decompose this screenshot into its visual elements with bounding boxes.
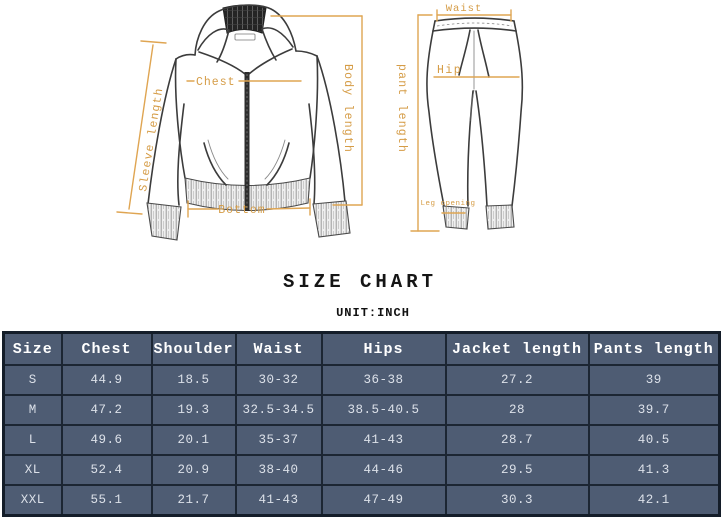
col-header-pants-length: Pants length: [589, 333, 720, 366]
value-cell: 49.6: [62, 425, 152, 455]
value-cell: 30-32: [236, 365, 322, 395]
col-header-chest: Chest: [62, 333, 152, 366]
value-cell: 19.3: [152, 395, 236, 425]
value-cell: 35-37: [236, 425, 322, 455]
pant-length-label: pant length: [395, 64, 408, 154]
waist-label: Waist: [445, 3, 483, 15]
col-header-size: Size: [4, 333, 62, 366]
value-cell: 20.1: [152, 425, 236, 455]
right-pocket: [267, 143, 289, 185]
jacket-measurement-diagram: [95, 0, 385, 255]
table-row-xl: [4, 455, 720, 485]
pants-outline: [427, 18, 522, 229]
value-cell: 41.3: [589, 455, 720, 485]
size-chart-table: [2, 331, 721, 517]
hip-label: Hip: [437, 64, 463, 77]
size-cell: L: [4, 425, 62, 455]
value-cell: 44-46: [322, 455, 446, 485]
table-row-m: [4, 395, 720, 425]
pants-measurement-lines: [411, 10, 519, 231]
right-leg-cuff: [486, 205, 514, 229]
chest-label: Chest: [196, 76, 236, 89]
value-cell: 28: [446, 395, 589, 425]
col-header-shoulder: Shoulder: [152, 333, 236, 366]
size-cell: XXL: [4, 485, 62, 516]
value-cell: 32.5-34.5: [236, 395, 322, 425]
col-header-hips: Hips: [322, 333, 446, 366]
value-cell: 44.9: [62, 365, 152, 395]
page-title: SIZE CHART: [282, 271, 438, 293]
size-table-container: [2, 331, 718, 507]
value-cell: 38-40: [236, 455, 322, 485]
bottom-label: Bottom: [218, 204, 266, 217]
size-cell: XL: [4, 455, 62, 485]
value-cell: 52.4: [62, 455, 152, 485]
size-cell: S: [4, 365, 62, 395]
value-cell: 38.5-40.5: [322, 395, 446, 425]
body-length-label: Body length: [341, 64, 354, 154]
col-header-waist: Waist: [236, 333, 322, 366]
left-pocket: [204, 143, 226, 185]
value-cell: 47.2: [62, 395, 152, 425]
sleeve-length-label: Sleeve length: [137, 86, 167, 193]
value-cell: 36-38: [322, 365, 446, 395]
table-row-s: [4, 365, 720, 395]
table-header-row: [4, 333, 720, 366]
value-cell: 42.1: [589, 485, 720, 516]
value-cell: 41-43: [322, 425, 446, 455]
value-cell: 39.7: [589, 395, 720, 425]
value-cell: 41-43: [236, 485, 322, 516]
hood-interior: [223, 5, 266, 33]
value-cell: 29.5: [446, 455, 589, 485]
value-cell: 39: [589, 365, 720, 395]
unit-note: UNIT:INCH: [336, 306, 410, 320]
value-cell: 30.3: [446, 485, 589, 516]
pants-measurement-diagram: [390, 0, 625, 255]
table-row-xxl: [4, 485, 720, 516]
left-cuff: [147, 203, 181, 240]
table-row-l: [4, 425, 720, 455]
col-header-jacket-length: Jacket length: [446, 333, 589, 366]
value-cell: 55.1: [62, 485, 152, 516]
right-cuff: [313, 201, 350, 237]
size-cell: M: [4, 395, 62, 425]
leg-opening-label: Leg opening: [420, 200, 476, 208]
value-cell: 27.2: [446, 365, 589, 395]
value-cell: 28.7: [446, 425, 589, 455]
left-leg-cuff: [443, 206, 469, 229]
value-cell: 47-49: [322, 485, 446, 516]
collar-label-tag: [235, 34, 255, 40]
value-cell: 40.5: [589, 425, 720, 455]
value-cell: 18.5: [152, 365, 236, 395]
value-cell: 21.7: [152, 485, 236, 516]
waistband-stitch: [437, 23, 512, 26]
value-cell: 20.9: [152, 455, 236, 485]
